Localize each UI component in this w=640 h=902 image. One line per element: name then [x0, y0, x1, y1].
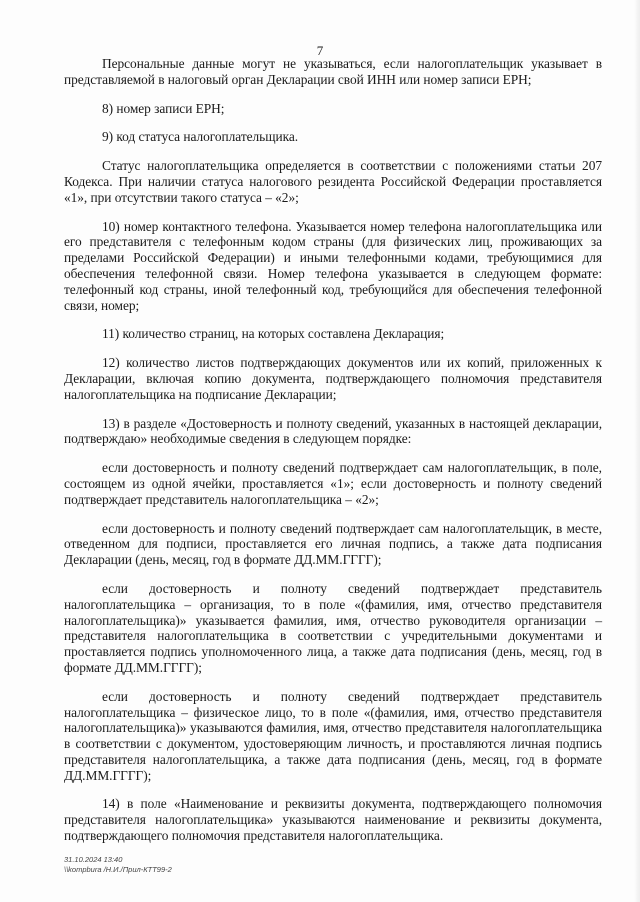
- paragraph: если достоверность и полноту сведений подтверждает представитель налогоплательщика – физическое лицо, то в поле «(фамилия, имя, отчество представителя налогоплательщика)» указываются фамилия, имя, отчество представителя налогоплательщика в соответствии с документом, удостоверяющим личность, и проставляются личная подпись представителя налогоплательщика, а также дата подписания (день, месяц, год в формате ДД.ММ.ГГГГ);: [64, 688, 602, 783]
- page-number: 7: [316, 43, 324, 58]
- paragraph: 13) в разделе «Достоверность и полноту сведений, указанных в настоящей декларации, подтверждаю» необходимые сведения в следующем порядке:: [64, 415, 602, 447]
- paragraph: 14) в поле «Наименование и реквизиты документа, подтверждающего полномочия представителя налогоплательщика» указываются наименование и реквизиты документа, подтверждающего полномочия представителя налогоплательщика.: [64, 796, 602, 844]
- paragraph: 8) номер записи ЕРН;: [102, 100, 225, 116]
- paragraph: если достоверность и полноту сведений подтверждает сам налогоплательщик, в поле, состоящем из одной ячейки, проставляется «1»; если достоверность и полноту сведений подтверждает представитель налогоплательщика – «2»;: [64, 460, 602, 507]
- paragraph: 9) код статуса налогоплательщика.: [102, 129, 299, 145]
- paragraph: 10) номер контактного телефона. Указывается номер телефона налогоплательщика или его представителя с телефонным кодом страны (для физических лиц, проживающих за пределами Российской Федерации) и иными телефонными кодами, требующимися для обеспечения телефонной связи. Номер телефона указывается в следующем формате: телефонный код страны, иной телефонный код, требующийся для обеспечения телефонной связи, номер;: [64, 218, 602, 313]
- footer-date: 31.10.2024 13:40: [64, 855, 123, 864]
- paragraph: если достоверность и полноту сведений подтверждает представитель налогоплательщика – организация, то в поле «(фамилия, имя, отчество представителя налогоплательщика)» указывается фамилия, имя, отчество руководителя организации – представителя налогоплательщика в соответствии с учредительными документами и проставляется подпись уполномоченного лица, а также дата подписания (день, месяц, год в формате ДД.ММ.ГГГГ);: [64, 580, 602, 675]
- paragraph: 12) количество листов подтверждающих документов или их копий, приложенных к Декларации, включая копию документа, подтверждающего полномочия представителя налогоплательщика на подписание Декларации;: [64, 355, 602, 402]
- paragraph: если достоверность и полноту сведений подтверждает сам налогоплательщик, в месте, отведенном для подписи, проставляется его личная подпись, а также дата подписания Декларации (день, месяц, год в формате ДД.ММ.ГГГГ);: [64, 520, 602, 568]
- paragraph: 11) количество страниц, на которых составлена Декларация;: [102, 326, 445, 342]
- scan-edge-shadow: [634, 0, 640, 902]
- document-body: [64, 56, 602, 857]
- footer-file-ref: \\kompbura /Н.И./Прил-КТТ99-2: [64, 865, 172, 874]
- paragraph: Персональные данные могут не указываться, если налогоплательщик указывает в представляемой в налоговый орган Декларации свой ИНН или номер записи ЕРН;: [64, 56, 602, 87]
- paragraph: Статус налогоплательщика определяется в соответствии с положениями статьи 207 Кодекса. При наличии статуса налогового резидента Российской Федерации проставляется «1», при отсутствии такого статуса – «2»;: [64, 158, 602, 205]
- document-footer: [64, 855, 172, 875]
